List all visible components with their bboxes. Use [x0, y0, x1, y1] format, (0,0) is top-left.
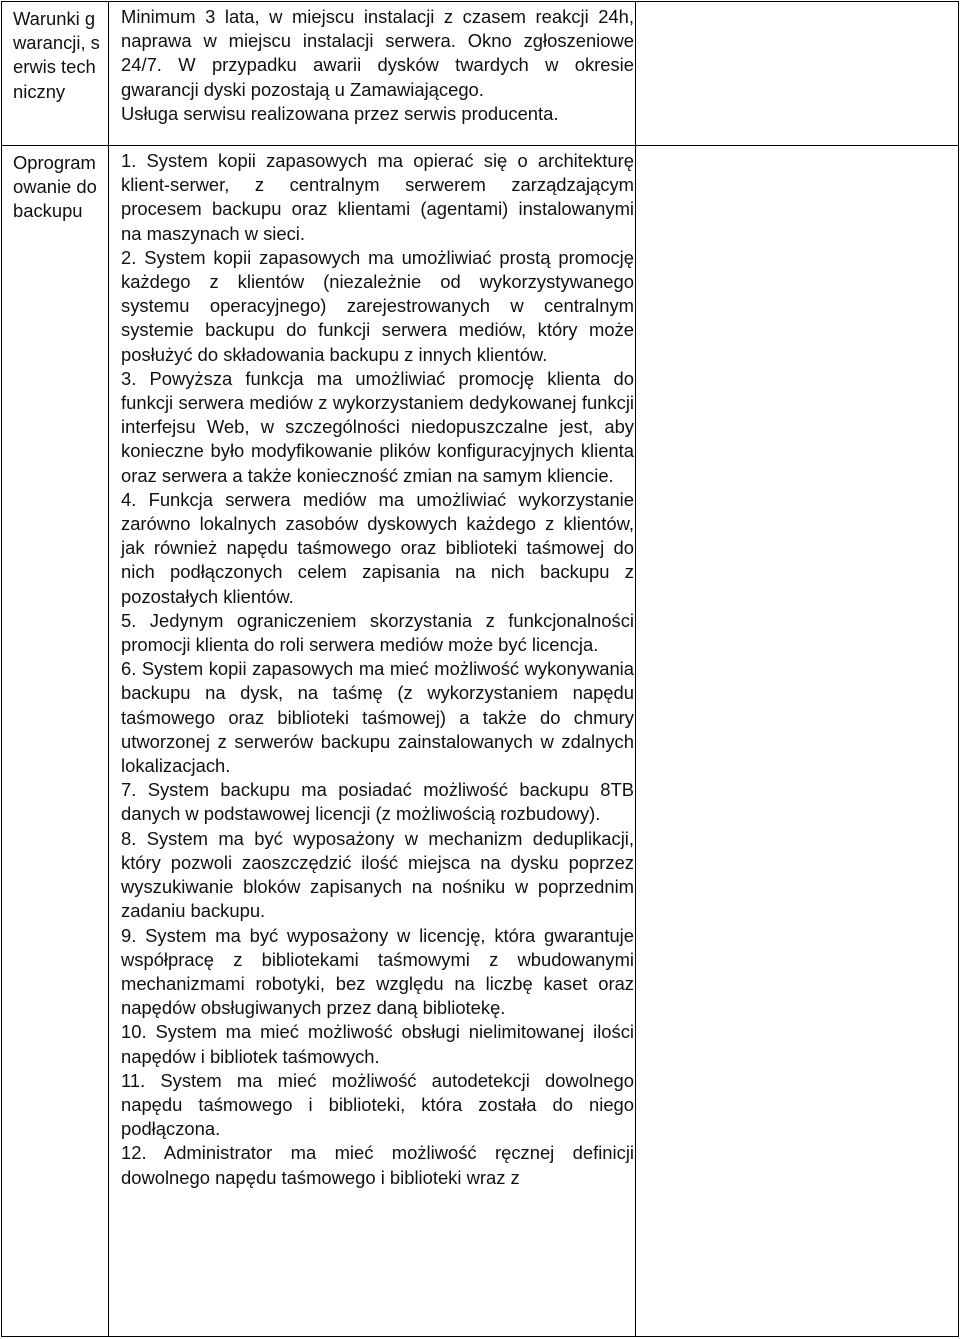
- requirement-item: 3. Powyższa funkcja ma umożliwiać promocję klienta do funkcji serwera mediów z wykorzystaniem dedykowanej funkcji interfejsu Web, w szczególności niedopuszczalne jest, aby konieczne było modyfikowanie plików konfiguracyjnych klienta oraz serwera a także konieczność zmian na samym kliencie.: [121, 367, 634, 486]
- backup-requirements-list: [109, 146, 635, 1190]
- table-row-warranty: [2, 2, 959, 146]
- paragraph: Usługa serwisu realizowana przez serwis producenta.: [121, 102, 559, 124]
- row-label-warranty: Warunki gwarancji, serwis techniczny: [13, 8, 100, 102]
- row-label-cell: [2, 2, 109, 146]
- empty-cell: [636, 146, 959, 1337]
- requirement-item: 5. Jedynym ograniczeniem skorzystania z funkcjonalności promocji klienta do roli serwera mediów może być licencja.: [121, 609, 634, 656]
- row-body-cell: [109, 146, 636, 1337]
- requirement-item: 11. System ma mieć możliwość autodetekcji dowolnego napędu taśmowego i biblioteki, która została do niego podłączona.: [121, 1069, 634, 1140]
- row-body-cell: [109, 2, 636, 146]
- table-row-backup-software: [2, 146, 959, 1337]
- requirement-item: 12. Administrator ma mieć możliwość ręcznej definicji dowolnego napędu taśmowego i biblioteki wraz z: [121, 1142, 634, 1188]
- requirement-item: 8. System ma być wyposażony w mechanizm deduplikacji, który pozwoli zaoszczędzić ilość miejsca na dysku poprzez wyszukiwanie bloków zapisanych na nośniku w poprzednim zadaniu backupu.: [121, 827, 634, 922]
- empty-cell: [636, 2, 959, 146]
- row-label-backup-software: Oprogramowanie do backupu: [13, 152, 97, 222]
- specification-table: [1, 1, 959, 1337]
- requirement-item: 9. System ma być wyposażony w licencję, która gwarantuje współpracę z bibliotekami taśmowymi z wbudowanymi mechanizmami robotyki, bez względu na liczbę kaset oraz napędów obsługiwanych przez daną bibliotekę.: [121, 924, 634, 1019]
- row-label-cell: [2, 146, 109, 1337]
- paragraph: Minimum 3 lata, w miejscu instalacji z czasem reakcji 24h, naprawa w miejscu instalacji serwera. Okno zgłoszeniowe 24/7. W przypadku awarii dysków twardych w okresie gwarancji dyski pozostają u Zamawiającego.: [121, 6, 634, 100]
- requirement-item: 1. System kopii zapasowych ma opierać się o architekturę klient-serwer, z centralnym serwerem zarządzającym procesem backupu oraz klientami (agentami) instalowanymi na maszynach w sieci.: [121, 150, 634, 244]
- requirement-item: 2. System kopii zapasowych ma umożliwiać prostą promocję każdego z klientów (niezależnie od wykorzystywanego systemu operacyjnego) zarejestrowanych w centralnym systemie backupu do funkcji serwera mediów, który może posłużyć do składowania backupu z innych klientów.: [121, 246, 634, 365]
- warranty-description: [109, 2, 635, 126]
- requirement-item: 6. System kopii zapasowych ma mieć możliwość wykonywania backupu na dysk, na taśmę (z wykorzystaniem napędu taśmowego oraz biblioteki taśmowej) a także do chmury utworzonej z serwerów backupu zainstalowanych w zdalnych lokalizacjach.: [121, 658, 634, 777]
- requirement-item: 4. Funkcja serwera mediów ma umożliwiać wykorzystanie zarówno lokalnych zasobów dyskowych każdego z klientów, jak również napędu taśmowego oraz biblioteki taśmowej do nich podłączonych celem zapisania na nich backupu z pozostałych klientów.: [121, 488, 634, 607]
- requirement-item: 10. System ma mieć możliwość obsługi nielimitowanej ilości napędów i bibliotek taśmowych.: [121, 1021, 634, 1067]
- requirement-item: 7. System backupu ma posiadać możliwość backupu 8TB danych w podstawowej licencji (z możliwością rozbudowy).: [121, 779, 634, 825]
